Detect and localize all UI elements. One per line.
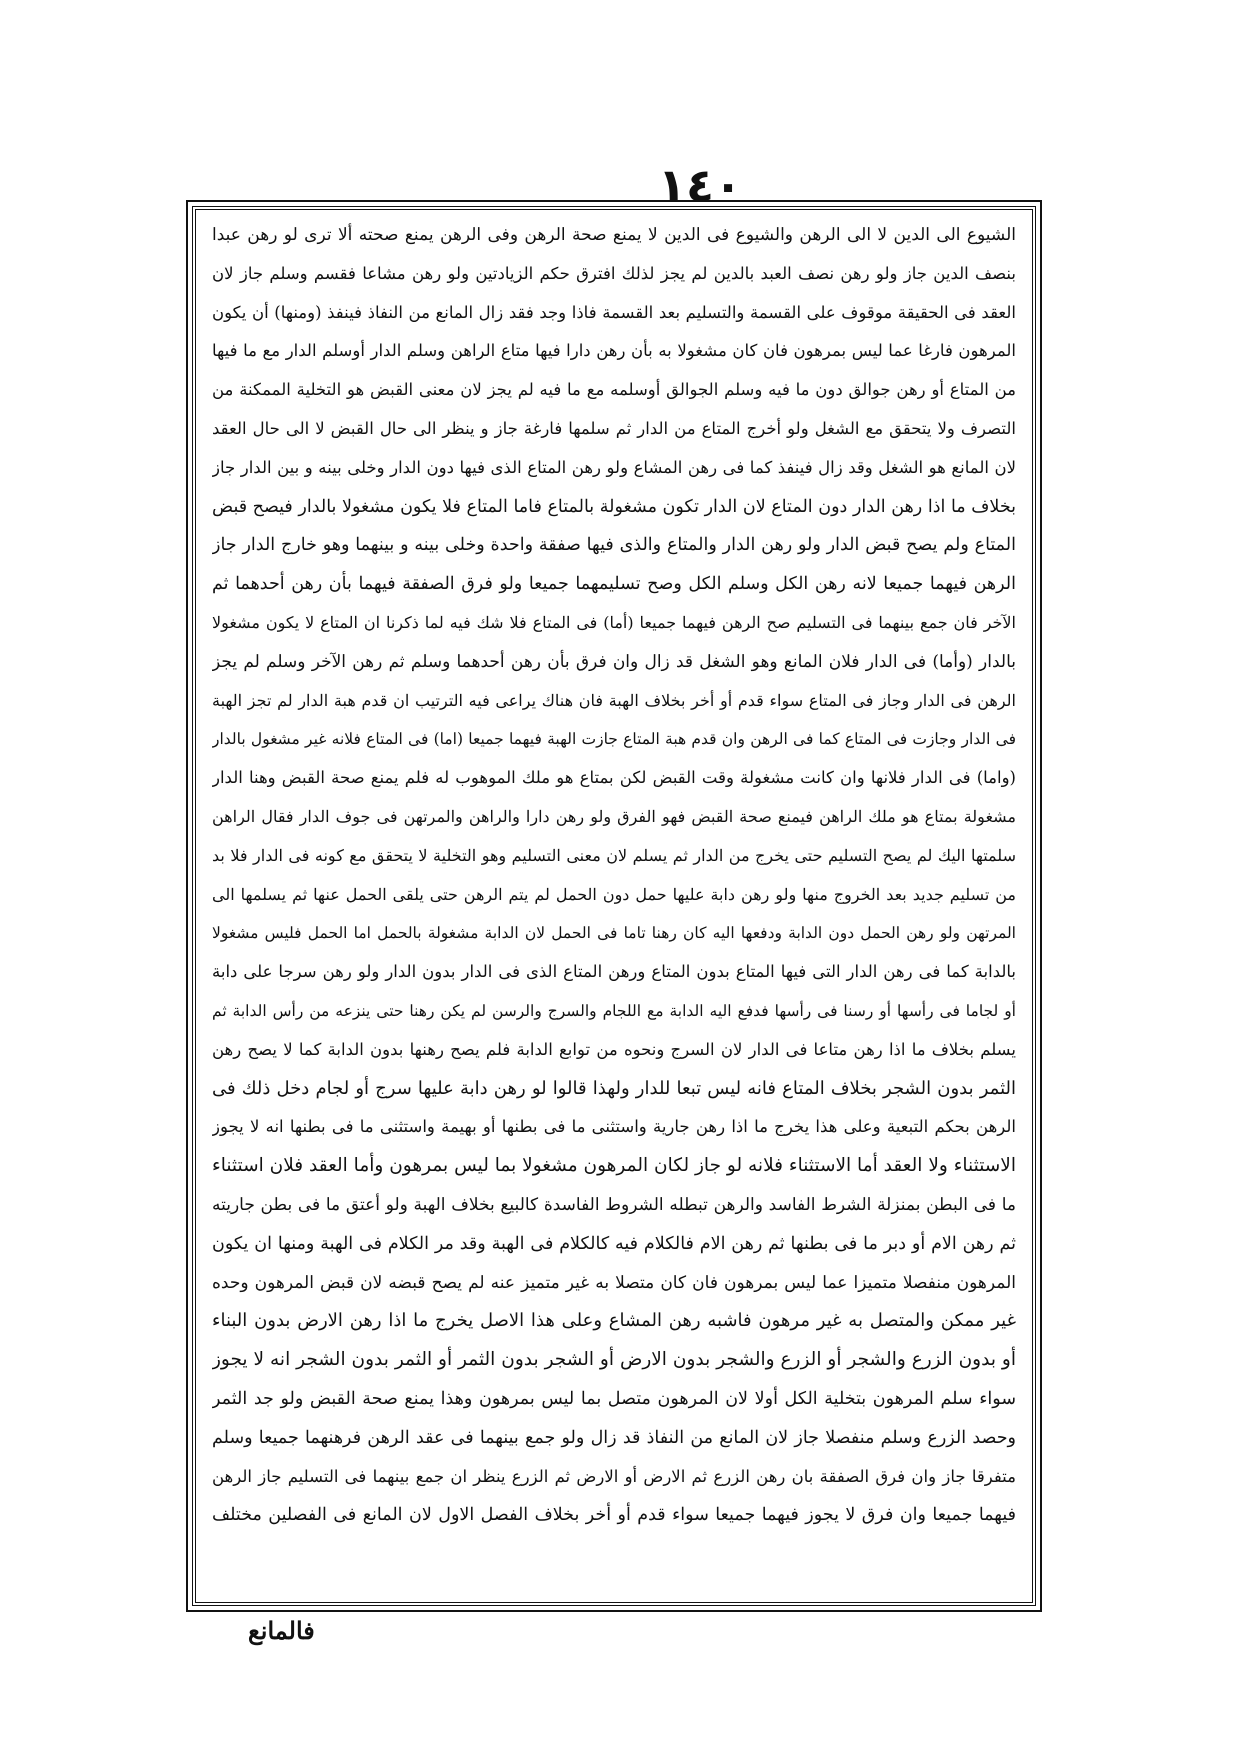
text-line: الثمر بدون الشجر بخلاف المتاع فانه ليس تبعا للدار ولهذا قالوا لو رهن دابة عليها سرج أو لجام دخل ذلك فى [212, 1077, 1016, 1099]
text-line: بالدابة كما فى رهن الدار التى فيها المتاع بدون المتاع ورهن المتاع الذى فى الدار بدون الدار ولو رهن سرجا على دابة [212, 962, 1016, 982]
text-line: التصرف ولا يتحقق مع الشغل ولو أخرج المتاع من الدار ثم سلمها فارغة جاز و ينظر الى حال القبض لا الى حال العقد [212, 418, 1016, 438]
text-line: من تسليم جديد بعد الخروج منها ولو رهن دابة عليها حمل دون الحمل لم يتم الرهن حتى يلقى الحمل عنها ثم يسلمها الى [212, 884, 1016, 904]
body-text [212, 216, 1016, 1574]
text-line: متفرقا جاز وان فرق الصفقة بان رهن الزرع ثم الارض أو الارض ثم الزرع ينظر ان جمع بينهما فى التسليم جاز الرهن [212, 1466, 1016, 1486]
page-number: ١٤٠ [657, 158, 743, 212]
text-line: من المتاع أو رهن جوالق دون ما فيه وسلم الجوالق أوسلمه مع ما فيه لم يجز لان معنى القبض هو التخلية الممكنة من [212, 380, 1016, 400]
text-line: المرهون منفصلا متميزا عما ليس بمرهون فان كان متصلا به غير متميز عنه لم يصح قبضه لان قبض المرهون وحده [212, 1272, 1016, 1293]
text-line: بنصف الدين جاز ولو رهن نصف العبد بالدين لم يجز لذلك افترق حكم الزيادتين ولو رهن مشاعا فقسم وسلم جاز لان [212, 263, 1016, 283]
text-line: المرهون فارغا عما ليس بمرهون فان كان مشغولا به بأن رهن دارا فيها متاع الراهن وسلم الدار أوسلم الدار مع ما فيها [212, 341, 1016, 361]
text-line: مشغولة بمتاع هو ملك الراهن فيمنع صحة القبض فهو الفرق ولو رهن دارا والراهن والمرتهن فى جوف الدار فقال الراهن [212, 806, 1016, 826]
text-line: سلمتها اليك لم يصح التسليم حتى يخرج من الدار ثم يسلم لان معنى التسليم وهو التخلية لا يتحقق مع كونه فى الدار فلا بد [212, 845, 1016, 865]
text-line: المرتهن ولو رهن الحمل دون الدابة ودفعها اليه كان رهنا تاما فى الحمل لان الدابة مشغولة بالحمل اما الحمل فليس مشغولا [212, 924, 1016, 943]
text-line: سواء سلم المرهون بتخلية الكل أولا لان المرهون متصل بما ليس بمرهون وهذا يمنع صحة القبض ولو جد الثمر [212, 1388, 1016, 1409]
text-line: لان المانع هو الشغل وقد زال فينفذ كما فى رهن المشاع ولو رهن المتاع الذى فيها دون الدار وخلى بينه و بين الدار جاز [212, 457, 1016, 477]
text-line: بالدار (وأما) فى الدار فلان المانع وهو الشغل قد زال وان فرق بأن رهن أحدهما وسلم ثم رهن الآخر وسلم لم يجز [212, 651, 1016, 672]
text-frame [186, 200, 1042, 1612]
text-line: المتاع ولم يصح قبض الدار ولو رهن الدار والمتاع والذى فيها صفقة واحدة وخلى بينه و بينهما وهو خارج الدار جاز [212, 535, 1016, 556]
text-line: بخلاف ما اذا رهن الدار دون المتاع لان الدار تكون مشغولة بالمتاع فاما المتاع فلا يكون مشغولا بالدار فيصح قبض [212, 496, 1016, 517]
text-line: الشيوع الى الدين لا الى الرهن والشيوع فى الدين لا يمنع صحة الرهن وفى الرهن يمنع صحته ألا ترى لو رهن عبدا [212, 225, 1016, 245]
text-line: (واما) فى الدار فلانها وان كانت مشغولة وقت القبض لكن بمتاع هو ملك الموهوب له فلم يمنع صحة القبض وهنا الدار [212, 768, 1016, 788]
text-line: الرهن بحكم التبعية وعلى هذا يخرج ما اذا رهن جارية واستثنى ما فى بطنها أو بهيمة واستثنى ما فى بطنها انه لا يجوز [212, 1117, 1016, 1137]
text-line: فى الدار وجازت فى المتاع كما فى الرهن وان قدم هبة المتاع جازت الهبة فيهما جميعا (اما) فى المتاع فلانه غير مشغول بالدار [212, 730, 1016, 749]
text-line: ما فى البطن بمنزلة الشرط الفاسد والرهن تبطله الشروط الفاسدة كالبيع بخلاف الهبة ولو أعتق ما فى بطن جاريته [212, 1194, 1016, 1215]
text-line: الآخر فان جمع بينهما فى التسليم صح الرهن فيهما جميعا (أما) فى المتاع فلا شك فيه لما ذكرنا ان المتاع لا يكون مشغولا [212, 612, 1016, 632]
text-line: أو بدون الزرع والشجر أو الزرع والشجر بدون الارض أو الشجر بدون الثمر أو الثمر بدون الشجر انه لا يجوز [212, 1349, 1016, 1371]
text-line: أو لجاما فى رأسها أو رسنا فى رأسها فدفع اليه الدابة مع اللجام والسرج والرسن لم يكن رهنا حتى ينزعه من رأس الدابة ثم [212, 1001, 1016, 1020]
text-frame-inner [192, 206, 1036, 1606]
text-line: الرهن فيهما جميعا لانه رهن الكل وسلم الكل وصح تسليمهما جميعا ولو فرق الصفقة فيهما بأن رهن أحدهما ثم [212, 574, 1016, 595]
text-line: ثم رهن الام أو دبر ما فى بطنها ثم رهن الام فالكلام فيه كالكلام فى الهبة وقد مر الكلام فى الهبة ومنها ان يكون [212, 1233, 1016, 1254]
text-line: الرهن فى الدار وجاز فى المتاع سواء قدم أو أخر بخلاف الهبة فان هناك يراعى فيه الترتيب ان قدم هبة الدار لم تجز الهبة [212, 690, 1016, 710]
text-line: الاستثناء ولا العقد أما الاستثناء فلانه لو جاز لكان المرهون مشغولا بما ليس بمرهون وأما العقد فلان استثناء [212, 1155, 1016, 1177]
text-line: فيهما جميعا وان فرق لا يجوز فيهما جميعا سواء قدم أو أخر بخلاف الفصل الاول لان المانع فى الفصلين مختلف [212, 1505, 1016, 1526]
text-line: العقد فى الحقيقة موقوف على القسمة والتسليم بعد القسمة فاذا وجد فقد زال المانع من النفاذ فينفذ (ومنها) أن يكون [212, 302, 1016, 322]
text-line [212, 1535, 1016, 1574]
text-line: وحصد الزرع وسلم منفصلا جاز لان المانع من النفاذ قد زال ولو جمع بينهما فى عقد الرهن فرهنهما جميعا وسلم [212, 1427, 1016, 1448]
text-line: غير ممكن والمتصل به غير مرهون فاشبه رهن المشاع وعلى هذا الاصل يخرج ما اذا رهن الارض بدون البناء [212, 1310, 1016, 1332]
catchword: فالمانع [248, 1616, 315, 1645]
text-line: يسلم بخلاف ما اذا رهن متاعا فى الدار لان السرج ونحوه من توابع الدابة فلم يصح رهنها بدون الدابة كما لا يصح رهن [212, 1039, 1016, 1059]
